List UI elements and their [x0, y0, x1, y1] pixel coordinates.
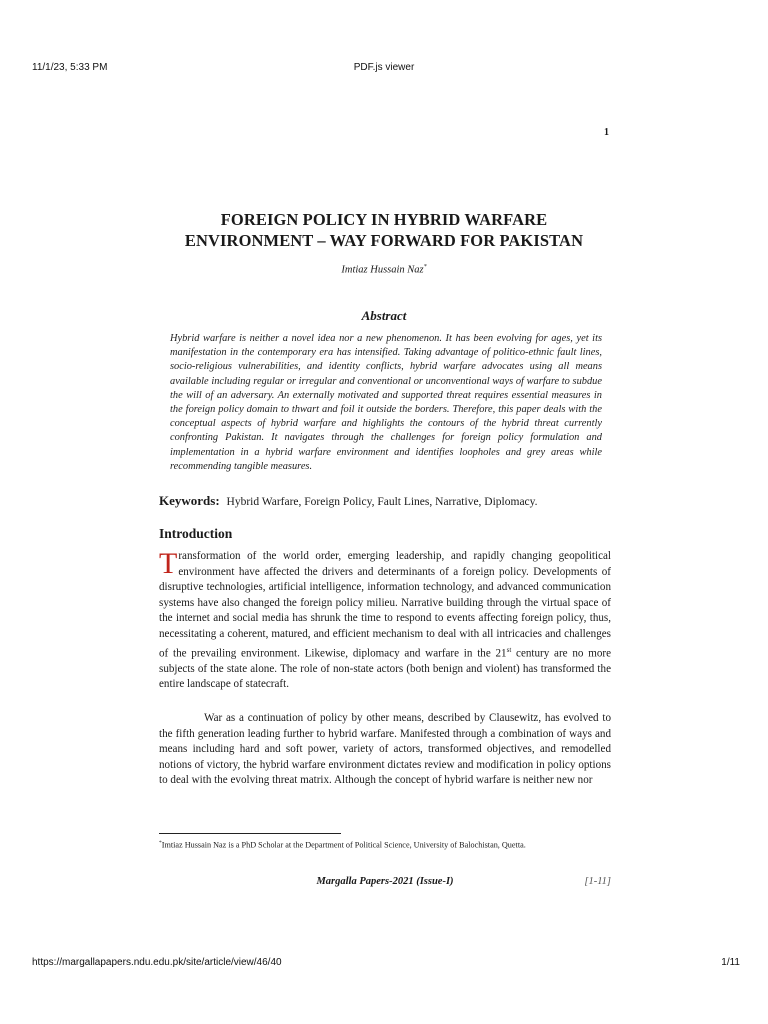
abstract-text: Hybrid warfare is neither a novel idea nor a new phenomenon. It has been evolving for ages, yet its manifestation in the contemporary era has intensified. Taking advantage of politico-ethnic fault lines, socio-religious vulnerabilities, and identity conflicts, hybrid warfare advocates using all means available including regular or irregular and conventional or unconventional ways of warfare to subdue the will of an adversary. An externally motivated and supported threat requires essential measures in the foreign policy domain to thwart and foil it outside the borders. Therefore, this paper deals with the conceptual aspects of hybrid warfare and highlights the contours of the hybrid threat currently confronting Pakistan. It navigates through the challenges for foreign policy formulation and implementation in a hybrid warfare environment and identifies loopholes and grey areas while recommending tangible measures.	[170, 333, 602, 472]
intro-paragraph-1	[159, 549, 611, 693]
paper-title-line2: ENVIRONMENT – WAY FORWARD FOR PAKISTAN	[184, 231, 584, 250]
footnote-text: Imtiaz Hussain Naz is a PhD Scholar at the Department of Political Science, University of Balochistan, Quetta.	[161, 840, 526, 850]
footnote-mark: *	[159, 840, 162, 846]
intro-paragraph-2: War as a continuation of policy by other means, described by Clausewitz, has evolved to the fifth generation leading further to hybrid warfare. Manifested through a combination of ways and means including hard and soft power, variety of actors, transformed objectives, and remodelled notions of victory, the hybrid warfare environment dictates review and modification in policy options to deal with the evolving threat matrix. Although the concept of hybrid warfare is neither new nor	[159, 712, 611, 787]
keywords-label: Keywords:	[159, 493, 220, 508]
intro-paragraph-1-text-a: ransformation of the world order, emerging leadership, and rapidly changing geopolitical environment have affected the drivers and determinants of a foreign policy. Developments of disruptive technologies, artificial intelligence, information technology, and advanced communication systems have also changed the foreign policy milieu. Narrative building through the virtual space of the internet and social media has shrunk the time to respond to events affecting foreign policy, thus, necessitating a coherent, matured, and efficient mechanism to deal with all intricacies and challenges of the prevailing environment. Likewise, diplomacy and warfare in the 21	[159, 550, 611, 660]
footnote	[159, 840, 611, 850]
abstract-heading: Abstract	[361, 308, 407, 323]
source-url-link[interactable]: https://margallapapers.ndu.edu.pk/site/article/view/46/40	[32, 957, 282, 968]
introduction-heading: Introduction	[159, 526, 233, 541]
print-datetime: 11/1/23, 5:33 PM	[32, 62, 108, 73]
journal-pages: [1-11]	[584, 876, 611, 887]
author-name: Imtiaz Hussain Naz	[341, 264, 424, 276]
author-footnote-mark: *	[423, 264, 427, 270]
ordinal-suffix: st	[506, 645, 512, 654]
page-number: 1	[604, 127, 609, 138]
drop-cap: T	[159, 547, 178, 580]
intro-paragraph-1-text-b: century are no more subjects of the state alone. The role of non-state actors (both benign and violent) has transformed the entire landscape of statecraft.	[159, 647, 611, 691]
footnote-rule	[159, 833, 341, 834]
keywords	[159, 493, 609, 509]
print-app-title: PDF.js viewer	[353, 62, 415, 73]
keywords-text: Hybrid Warfare, Foreign Policy, Fault Lines, Narrative, Diplomacy.	[226, 496, 538, 508]
paper-title-line1: FOREIGN POLICY IN HYBRID WARFARE	[220, 210, 548, 229]
print-page-count: 1/11	[721, 957, 740, 968]
paper-title	[150, 209, 618, 251]
journal-name: Margalla Papers-2021 (Issue-I)	[316, 876, 454, 887]
author	[150, 264, 618, 276]
